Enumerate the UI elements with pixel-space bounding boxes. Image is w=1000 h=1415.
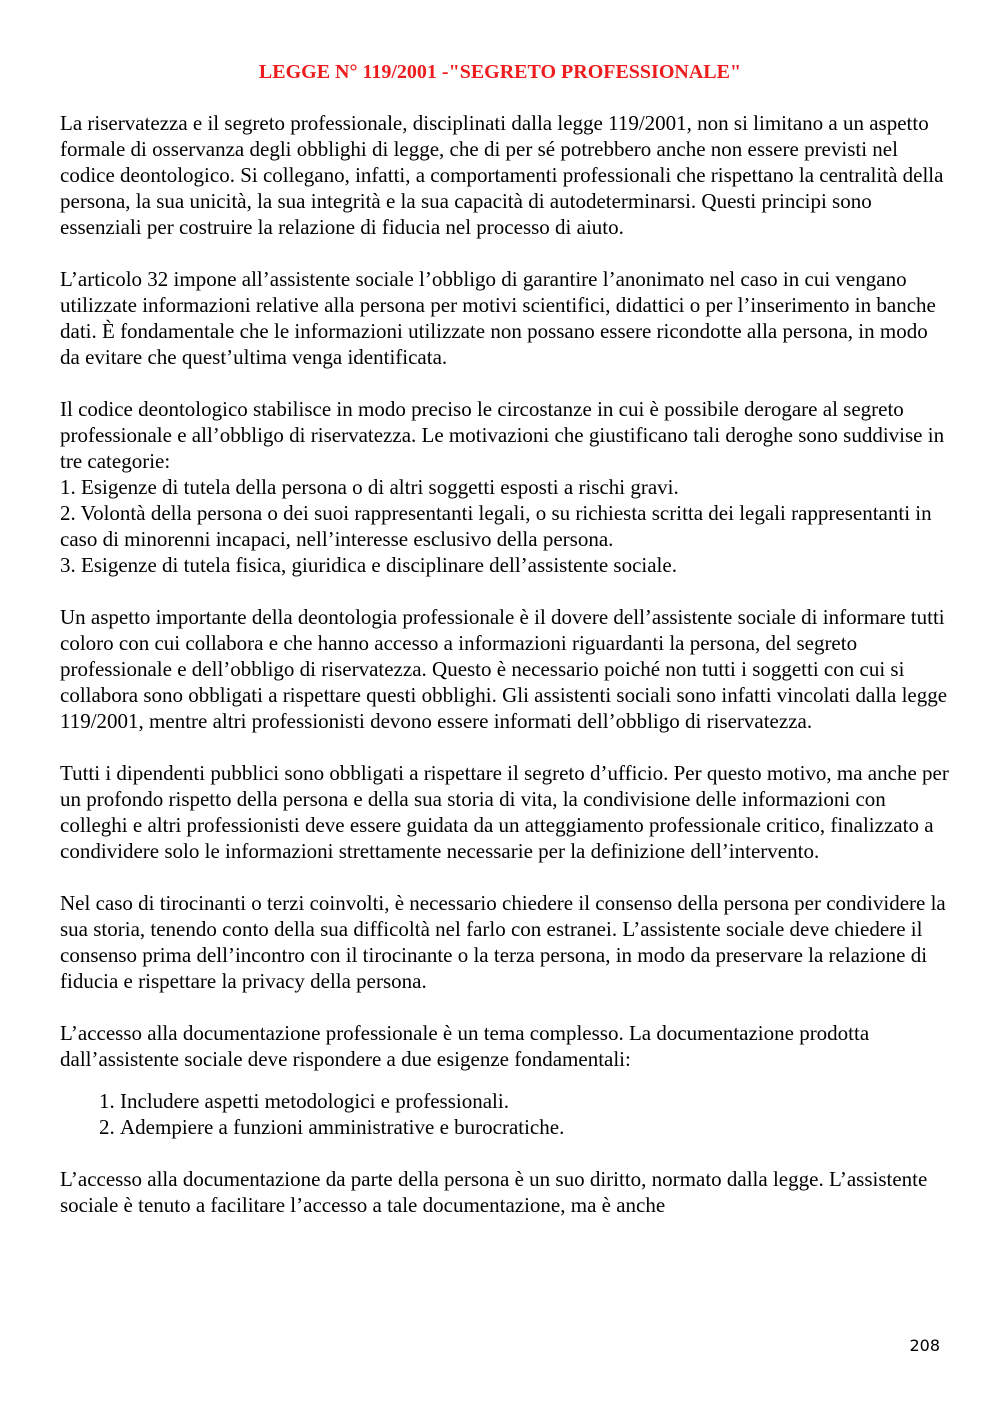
page-number: 208 [909,1336,940,1355]
paragraph-segreto-ufficio: Tutti i dipendenti pubblici sono obbligati a rispettare il segreto d’ufficio. Per questo motivo, ma anche per un profondo rispetto della persona e della sua storia di vita, la condivisione delle informazioni con colleghi e altri professionisti deve essere guidata da un atteggiamento professionale critico, finalizzato a condividere solo le informazioni strettamente necessarie per la definizione dell’intervento. [60,761,949,863]
paragraph-riservatezza: La riservatezza e il segreto professionale, disciplinati dalla legge 119/2001, non si limitano a un aspetto formale di osservanza degli obblighi di legge, che di per sé potrebbero anche non essere previsti nel codice deontologico. Si collegano, infatti, a comportamenti professionali che rispettano la centralità della persona, la sua unicità, la sua integrità e la sua capacità di autodeterminarsi. Questi principi sono essenziali per costruire la relazione di fiducia nel processo di aiuto. [60,111,944,239]
paragraph-accesso-documentazione: L’accesso alla documentazione da parte della persona è un suo diritto, normato dalla legge. L’assistente sociale è tenuto a facilitare l’accesso a tale documentazione, ma è anche [60,1167,928,1217]
paragraph-documentazione: L’accesso alla documentazione professionale è un tema complesso. La documentazione prodotta dall’assistente sociale deve rispondere a due esigenze fondamentali: [60,1021,870,1071]
list-item: 2. Adempiere a funzioni amministrative e burocratiche. [120,1114,950,1140]
document-title: LEGGE N° 119/2001 -"SEGRETO PROFESSIONALE" [258,61,742,83]
list-item: 1. Includere aspetti metodologici e professionali. [120,1088,950,1114]
paragraph-tirocinanti: Nel caso di tirocinanti o terzi coinvolti, è necessario chiedere il consenso della persona per condividere la sua storia, tenendo conto della sua difficoltà nel farlo con estranei. L’assistente sociale deve chiedere il consenso prima dell’incontro con il tirocinante o la terza persona, in modo da preservare la relazione di fiducia e rispettare la privacy della persona. [60,891,946,993]
paragraph-deroghe-intro: Il codice deontologico stabilisce in modo preciso le circostanze in cui è possibile derogare al segreto professionale e all’obbligo di riservatezza. Le motivazioni che giustificano tali deroghe sono suddivise in tre categorie: [60,397,945,473]
documentazione-list [60,1088,950,1140]
paragraph-articolo-32: L’articolo 32 impone all’assistente sociale l’obbligo di garantire l’anonimato nel caso in cui vengano utilizzate informazioni relative alla persona per motivi scientifici, didattici o per l’inserimento in banche dati. È fondamentale che le informazioni utilizzate non possano essere ricondotte alla persona, in modo da evitare che quest’ultima venga identificata. [60,267,936,369]
deroghe-item-2: 2. Volontà della persona o dei suoi rappresentanti legali, o su richiesta scritta dei legali rappresentanti in caso di minorenni incapaci, nell’interesse esclusivo della persona. [60,501,932,551]
document-body [60,110,950,1244]
paragraph-dovere-informare: Un aspetto importante della deontologia professionale è il dovere dell’assistente sociale di informare tutti coloro con cui collabora e che hanno accesso a informazioni riguardanti la persona, del segreto professionale e dell’obbligo di riservatezza. Questo è necessario poiché non tutti i soggetti con cui si collabora sono obbligati a rispettare questi obblighi. Gli assistenti sociali sono infatti vincolati dalla legge 119/2001, mentre altri professionisti devono essere informati dell’obbligo di riservatezza. [60,605,948,733]
deroghe-item-1: 1. Esigenze di tutela della persona o di altri soggetti esposti a rischi gravi. [60,475,679,499]
deroghe-item-3: 3. Esigenze di tutela fisica, giuridica e disciplinare dell’assistente sociale. [60,553,677,577]
